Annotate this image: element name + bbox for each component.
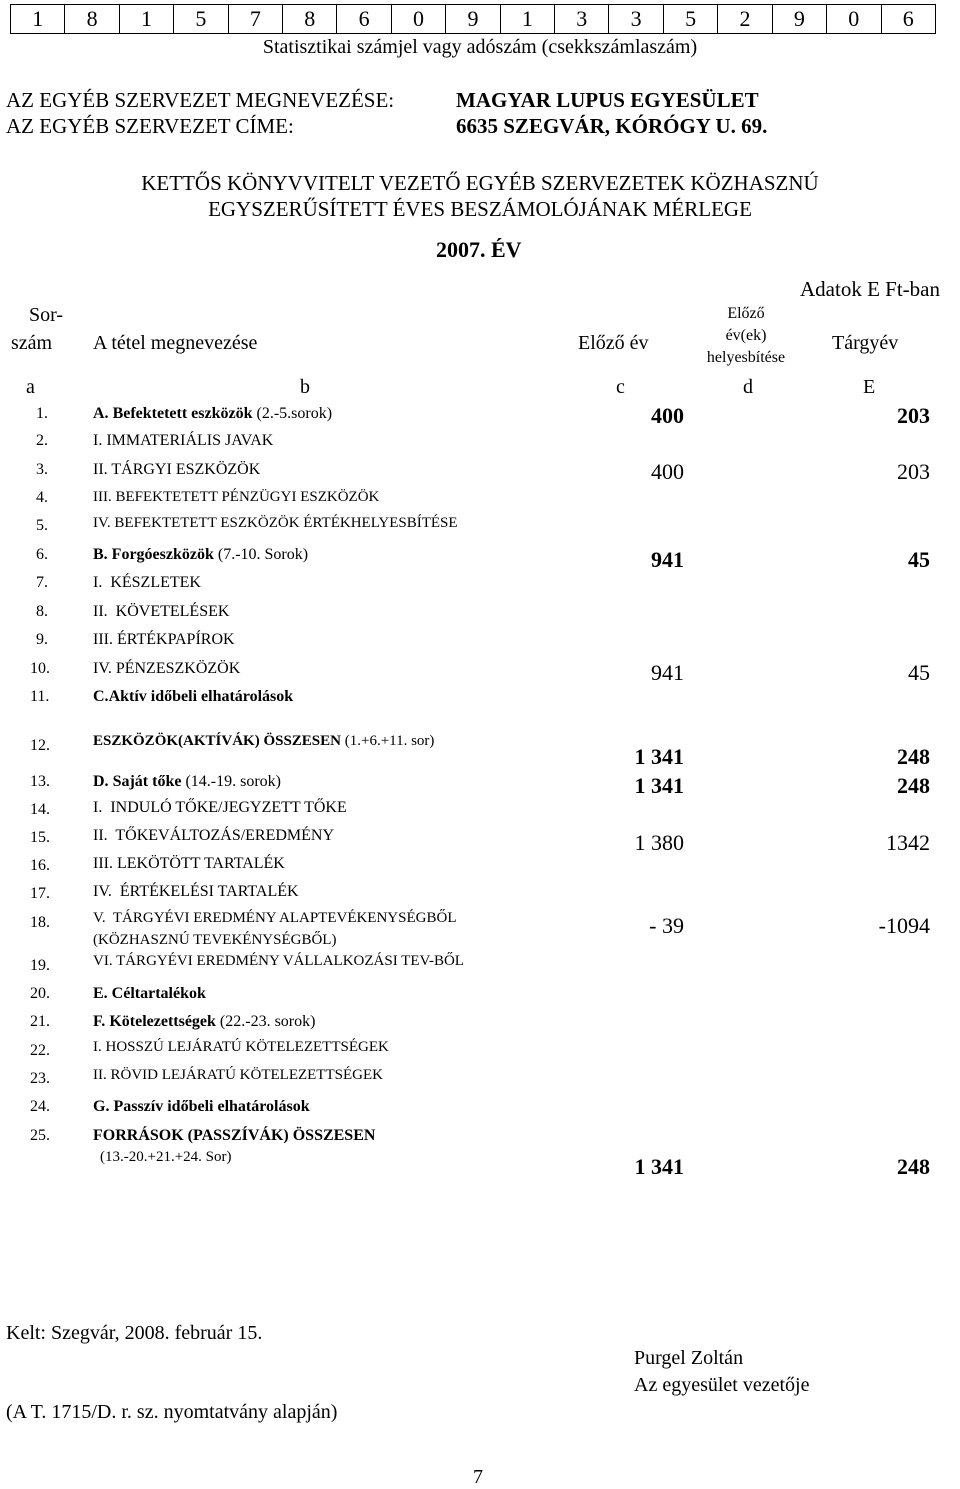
digit-box: 2	[718, 5, 772, 34]
digit-box: 0	[391, 5, 445, 34]
place-date: Kelt: Szegvár, 2008. február 15.	[6, 1322, 263, 1344]
row-label: LEKÖTÖTT TARTALÉK	[116, 855, 285, 872]
digit-box: 6	[337, 5, 391, 34]
row-label: ÉRTÉKPAPÍROK	[116, 631, 235, 648]
page-number: 7	[473, 1466, 483, 1488]
form-reference: (A T. 1715/D. r. sz. nyomtatvány alapján)	[6, 1401, 338, 1423]
row-label: Passzív időbeli elhatárolások	[113, 1098, 310, 1115]
row-label: Saját tőke	[112, 773, 182, 790]
digit-box: 5	[663, 5, 717, 34]
row-number: 9.	[36, 631, 48, 648]
header-correction-2: év(ek)	[725, 327, 767, 344]
row-label: Céltartalékok	[111, 985, 206, 1002]
row-roman: A.	[93, 405, 109, 422]
row-label: FORRÁSOK (PASSZÍVÁK) ÖSSZESEN	[93, 1127, 376, 1144]
row-roman: F.	[93, 1013, 106, 1030]
row-curr-value: 248	[897, 744, 930, 769]
row-number: 20.	[30, 985, 50, 1002]
row-label-suffix: (1.+6.+11. sor)	[340, 733, 435, 749]
row-label-line2: (13.-20.+21.+24. Sor)	[100, 1149, 232, 1165]
digit-box: 8	[65, 5, 119, 34]
row-prev-value: 1 380	[634, 830, 684, 855]
row-number: 2.	[36, 432, 48, 449]
row-roman: I.	[93, 799, 103, 816]
signer-title: Az egyesület vezetője	[634, 1374, 810, 1396]
row-number: 6.	[36, 546, 48, 563]
digit-box: 1	[11, 5, 65, 34]
row-label: Befektetett eszközök	[112, 405, 253, 422]
row-label-suffix: (14.-19. sorok)	[181, 773, 281, 790]
digit-box: 0	[827, 5, 881, 34]
row-roman: VI.	[93, 953, 113, 969]
signer-name: Purgel Zoltán	[634, 1347, 744, 1369]
page-title-line1: KETTŐS KÖNYVVITELT VEZETŐ EGYÉB SZERVEZETEK KÖZHASZNÚ	[141, 171, 819, 195]
row-curr-value: 45	[908, 547, 930, 572]
row-label: ESZKÖZÖK(AKTÍVÁK) ÖSSZESEN	[93, 733, 341, 749]
row-roman: IV.	[93, 883, 112, 900]
digit-box: 9	[772, 5, 826, 34]
row-roman: G.	[93, 1098, 110, 1115]
row-number: 1.	[36, 405, 48, 422]
row-label: KÖVETELÉSEK	[115, 603, 230, 620]
row-prev-value: 400	[651, 403, 684, 428]
row-roman: IV.	[93, 515, 111, 531]
row-roman: B.	[93, 546, 108, 563]
digit-box: 6	[881, 5, 936, 34]
header-correction-3: helyesbítése	[706, 349, 786, 366]
row-roman: IV.	[93, 660, 112, 677]
row-number: 21.	[30, 1013, 50, 1030]
row-label: Aktív időbeli elhatárolások	[108, 688, 294, 705]
row-roman: III.	[93, 489, 112, 505]
col-letter-b: b	[300, 376, 310, 398]
org-address-value: 6635 SZEGVÁR, KÓRÓGY U. 69.	[456, 114, 768, 138]
row-prev-value: - 39	[649, 913, 684, 938]
digit-box: 3	[609, 5, 663, 34]
row-label: HOSSZÚ LEJÁRATÚ KÖTELEZETTSÉGEK	[105, 1039, 389, 1055]
digit-box: 1	[119, 5, 173, 34]
digit-box: 7	[228, 5, 282, 34]
row-number: 13.	[30, 773, 50, 790]
row-label: Forgóeszközök	[111, 546, 214, 563]
row-roman: V.	[93, 910, 106, 926]
row-label: PÉNZESZKÖZÖK	[115, 660, 241, 677]
row-curr-value: 203	[897, 459, 930, 484]
tax-number-caption: Statisztikai számjel vagy adószám (csekkszámlaszám)	[262, 36, 698, 58]
row-label-suffix: (2.-5.sorok)	[252, 405, 333, 422]
row-number: 4.	[36, 489, 48, 506]
row-curr-value: 248	[897, 1154, 930, 1179]
digit-box: 8	[283, 5, 337, 34]
row-curr-value: 45	[908, 660, 930, 685]
org-name-label: AZ EGYÉB SZERVEZET MEGNEVEZÉSE:	[6, 88, 395, 112]
row-number: 23.	[30, 1070, 50, 1087]
row-label-suffix: (22.-23. sorok)	[215, 1013, 316, 1030]
row-label: TÁRGYÉVI EREDMÉNY VÁLLALKOZÁSI TEV-BŐL	[116, 953, 464, 969]
header-current-year: Tárgyév	[832, 332, 899, 354]
row-curr-value: -1094	[878, 913, 930, 938]
row-label: BEFEKTETETT ESZKÖZÖK ÉRTÉKHELYESBÍTÉSE	[114, 515, 458, 531]
col-letter-d: d	[743, 376, 753, 398]
row-label: RÖVID LEJÁRATÚ KÖTELEZETTSÉGEK	[110, 1067, 383, 1083]
row-number: 19.	[30, 957, 50, 974]
row-roman: II.	[93, 603, 108, 620]
row-number: 12.	[30, 737, 50, 754]
row-number: 3.	[36, 461, 48, 478]
row-roman: D.	[93, 773, 109, 790]
row-number: 5.	[36, 517, 48, 534]
row-number: 14.	[30, 801, 50, 818]
org-name-value: MAGYAR LUPUS EGYESÜLET	[456, 88, 759, 112]
row-prev-value: 1 341	[634, 744, 684, 769]
row-roman: C.	[93, 688, 109, 705]
row-number: 22.	[30, 1042, 50, 1059]
row-roman: II.	[93, 461, 108, 478]
row-roman: I.	[93, 574, 103, 591]
row-number: 10.	[30, 660, 50, 677]
row-label: TŐKEVÁLTOZÁS/EREDMÉNY	[115, 827, 335, 844]
row-prev-value: 941	[651, 660, 684, 685]
row-number: 17.	[30, 885, 50, 902]
header-row-no-2: szám	[11, 332, 53, 354]
col-letter-c: c	[616, 376, 625, 398]
row-label: TÁRGYÉVI EREDMÉNY ALAPTEVÉKENYSÉGBŐL	[112, 910, 457, 926]
col-letter-a: a	[26, 376, 35, 398]
digit-box: 1	[500, 5, 554, 34]
tax-number-boxes	[10, 4, 936, 34]
org-address-label: AZ EGYÉB SZERVEZET CÍME:	[6, 114, 294, 138]
row-roman: III.	[93, 631, 113, 648]
row-roman: E.	[93, 985, 108, 1002]
row-label-line2: (KÖZHASZNÚ TEVEKÉNYSÉGBŐL)	[93, 932, 337, 948]
report-year: 2007. ÉV	[436, 237, 522, 262]
row-label: ÉRTÉKELÉSI TARTALÉK	[119, 883, 299, 900]
row-number: 16.	[30, 857, 50, 874]
header-prev-year: Előző év	[578, 332, 649, 354]
row-label: Kötelezettségek	[109, 1013, 216, 1030]
header-row-no-1: Sor-	[29, 304, 64, 326]
row-prev-value: 941	[651, 547, 684, 572]
row-label: INDULÓ TŐKE/JEGYZETT TŐKE	[110, 799, 347, 816]
row-label-suffix: (7.-10. Sorok)	[213, 546, 309, 563]
row-number: 15.	[30, 829, 50, 846]
row-roman: II.	[93, 1067, 107, 1083]
row-roman: III.	[93, 855, 113, 872]
row-roman: II.	[93, 827, 108, 844]
row-label: KÉSZLETEK	[110, 574, 201, 591]
page-title-line2: EGYSZERŰSÍTETT ÉVES BESZÁMOLÓJÁNAK MÉRLEGE	[208, 197, 752, 221]
row-label: IMMATERIÁLIS JAVAK	[106, 432, 274, 449]
row-number: 11.	[30, 688, 50, 705]
row-prev-value: 400	[651, 459, 684, 484]
units-note: Adatok E Ft-ban	[800, 277, 940, 301]
row-roman: I.	[93, 432, 103, 449]
col-letter-e: E	[863, 376, 876, 398]
row-prev-value: 1 341	[634, 773, 684, 798]
row-number: 8.	[36, 603, 48, 620]
row-number: 7.	[36, 574, 48, 591]
row-curr-value: 203	[897, 403, 930, 428]
row-curr-value: 1342	[886, 830, 930, 855]
row-number: 25.	[30, 1127, 50, 1144]
row-number: 24.	[30, 1098, 50, 1115]
digit-box: 5	[174, 5, 228, 34]
row-curr-value: 248	[897, 773, 930, 798]
digit-box: 9	[446, 5, 500, 34]
digit-box: 3	[555, 5, 609, 34]
row-label: BEFEKTETETT PÉNZÜGYI ESZKÖZÖK	[115, 489, 380, 505]
row-roman: I.	[93, 1039, 102, 1055]
header-correction-1: Előző	[727, 305, 765, 322]
row-prev-value: 1 341	[634, 1154, 684, 1179]
row-label: TÁRGYI ESZKÖZÖK	[111, 461, 261, 478]
row-number: 18.	[30, 914, 50, 931]
header-item-name: A tétel megnevezése	[93, 332, 258, 354]
